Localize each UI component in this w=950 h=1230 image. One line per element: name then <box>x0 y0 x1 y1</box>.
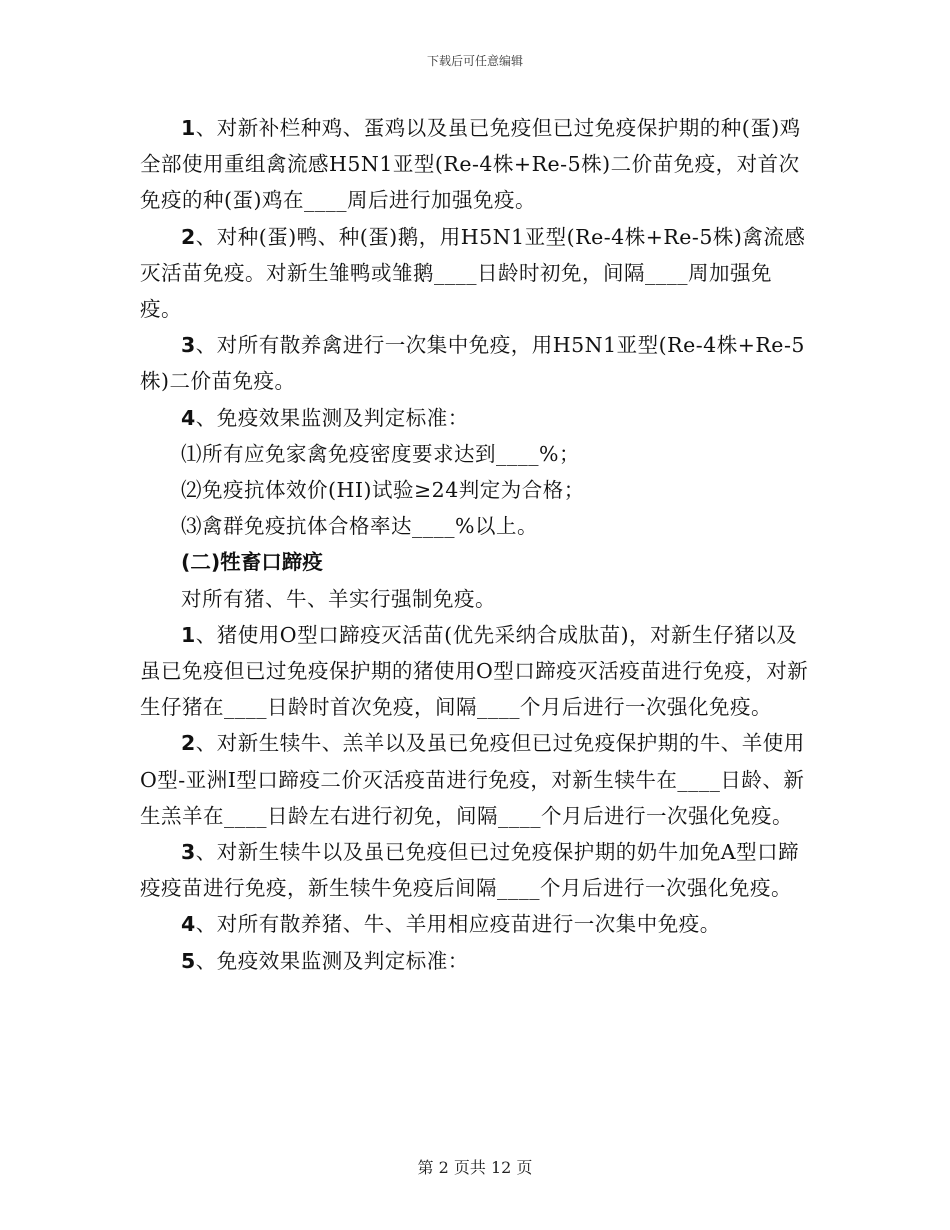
paragraph-9 <box>140 943 812 979</box>
paragraph-text: 、对新补栏种鸡、蛋鸡以及虽已免疫但已过免疫保护期的种(蛋)鸡全部使用重组禽流感H5N1亚型(Re-4株+Re-5株)二价苗免疫，对首次免疫的种(蛋)鸡在____周后进行加强免疫。 <box>140 116 801 213</box>
section-intro: 对所有猪、牛、羊实行强制免疫。 <box>181 586 496 611</box>
paragraph-number: 3 <box>181 840 196 865</box>
paragraph-7 <box>140 834 812 906</box>
paragraph-text: 、免疫效果监测及判定标准： <box>195 948 469 973</box>
paragraph-number: 4 <box>181 405 196 430</box>
paragraph-2 <box>140 219 812 328</box>
paragraph-3 <box>140 327 812 399</box>
paragraph-text: 、对新生犊牛以及虽已免疫但已过免疫保护期的奶牛加免A型口蹄疫疫苗进行免疫，新生犊牛免疫后间隔____个月后进行一次强化免疫。 <box>140 840 800 901</box>
section-heading: (二)牲畜口蹄疫 <box>181 550 323 575</box>
paragraph-text: 、对种(蛋)鸭、种(蛋)鹅，用H5N1亚型(Re-4株+Re-5株)禽流感灭活苗免疫。对新生雏鸭或雏鹅____日龄时初免，间隔____周加强免疫。 <box>140 224 806 322</box>
document-body <box>140 110 812 979</box>
paragraph-text: 、对所有散养禽进行一次集中免疫，用H5N1亚型(Re-4株+Re-5株)二价苗免疫。 <box>140 333 805 394</box>
paragraph-number: 2 <box>181 224 196 249</box>
sub-item-2: ⑵免疫抗体效价(HI)试验≥24判定为合格； <box>181 478 585 503</box>
sub-item-1: ⑴所有应免家禽免疫密度要求达到____%； <box>181 441 580 466</box>
paragraph-number: 1 <box>181 116 196 140</box>
paragraph-6 <box>140 725 812 834</box>
page-footer: 第 2 页共 12 页 <box>417 1158 533 1177</box>
page-header: 下载后可任意编辑 <box>426 54 523 68</box>
paragraph-8 <box>140 906 812 942</box>
paragraph-5 <box>140 617 812 726</box>
paragraph-number: 5 <box>181 948 196 973</box>
paragraph-text: 、猪使用O型口蹄疫灭活苗(优先采纳合成肽苗)，对新生仔猪以及虽已免疫但已过免疫保护期的猪使用O型口蹄疫灭活疫苗进行免疫，对新生仔猪在____日龄时首次免疫，间隔____个月后进行一次强化免疫。 <box>140 622 809 720</box>
paragraph-number: 2 <box>181 731 196 756</box>
paragraph-4 <box>140 400 812 436</box>
paragraph-number: 1 <box>181 622 196 647</box>
paragraph-number: 4 <box>181 912 196 937</box>
paragraph-1 <box>140 110 812 219</box>
sub-item-3: ⑶禽群免疫抗体合格率达____%以上。 <box>181 514 538 539</box>
paragraph-text: 、免疫效果监测及判定标准： <box>195 405 469 430</box>
paragraph-number: 3 <box>181 333 196 358</box>
paragraph-text: 、对所有散养猪、牛、羊用相应疫苗进行一次集中免疫。 <box>195 912 721 937</box>
paragraph-text: 、对新生犊牛、羔羊以及虽已免疫但已过免疫保护期的牛、羊使用O型-亚洲I型口蹄疫二价灭活疫苗进行免疫，对新生犊牛在____日龄、新生羔羊在____日龄左右进行初免，间隔____个月后进行一次强化免疫。 <box>140 731 805 828</box>
